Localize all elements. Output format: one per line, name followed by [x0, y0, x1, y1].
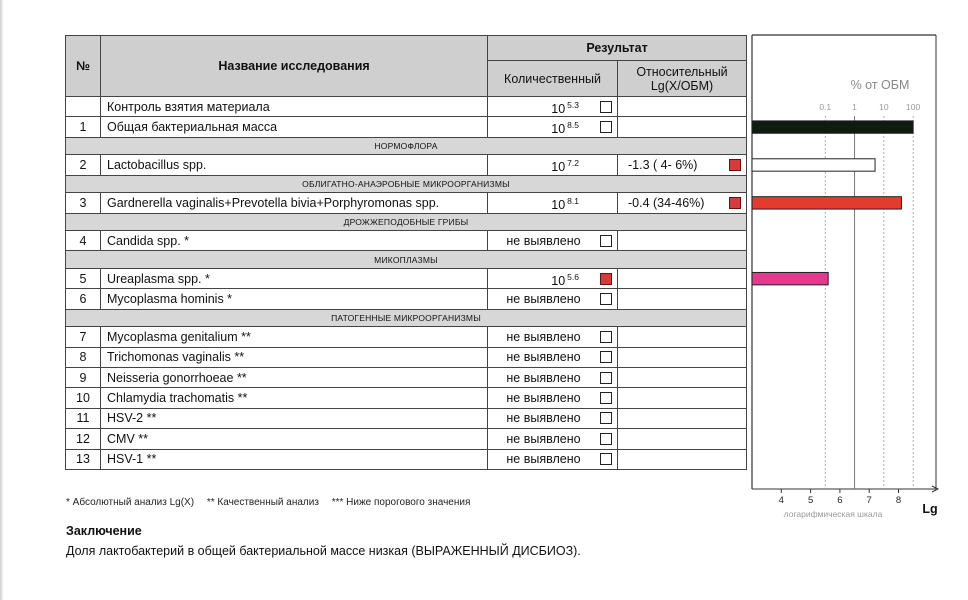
- col-result-header: Результат: [488, 36, 747, 61]
- row-number: 3: [66, 193, 101, 213]
- test-name: Lactobacillus spp.: [101, 155, 488, 175]
- qty-text: не выявлено: [506, 350, 581, 365]
- chart-bar: [752, 272, 828, 284]
- test-name: Gardnerella vaginalis+Prevotella bivia+Porphyromonas spp.: [101, 193, 488, 213]
- col-name-header: Название исследования: [101, 36, 488, 97]
- row-number: 12: [66, 429, 101, 449]
- row-number: 11: [66, 408, 101, 428]
- test-name: Общая бактериальная масса: [101, 117, 488, 137]
- row-number: 4: [66, 231, 101, 251]
- rel-value: -1.3 ( 4- 6%): [628, 157, 698, 172]
- category-label: НОРМОФЛОРА: [66, 137, 747, 155]
- qty-base: 10: [551, 273, 566, 288]
- qty-text: не выявлено: [506, 411, 581, 426]
- row-number: 9: [66, 368, 101, 388]
- lg-tick-label: 5: [807, 495, 814, 506]
- rel-value: -0.4 (34-46%): [628, 195, 705, 210]
- qty-exponent: 8.1: [567, 195, 579, 206]
- percent-tick-label: 100: [906, 102, 921, 112]
- test-name: Контроль взятия материала: [101, 97, 488, 117]
- chart-bar: [752, 121, 913, 133]
- qty-exponent: 5.3: [567, 99, 579, 110]
- col-num-header: №: [66, 36, 101, 97]
- row-number: 1: [66, 117, 101, 137]
- row-number: 2: [66, 155, 101, 175]
- category-label: МИКОПЛАЗМЫ: [66, 251, 747, 269]
- test-name: HSV-2 **: [101, 408, 488, 428]
- qty-base: 10: [551, 122, 566, 137]
- lg-tick-label: 7: [866, 495, 872, 506]
- test-name: HSV-1 **: [101, 449, 488, 469]
- lg-tick-label: 8: [895, 495, 902, 506]
- qty-text: не выявлено: [506, 431, 581, 446]
- test-name: Chlamydia trachomatis **: [101, 388, 488, 408]
- qty-base: 10: [551, 159, 566, 174]
- qty-text: не выявлено: [506, 452, 581, 467]
- test-name: CMV **: [101, 429, 488, 449]
- test-name: Ureaplasma spp. *: [101, 268, 488, 288]
- row-number: 13: [66, 449, 101, 469]
- qty-exponent: 7.2: [567, 157, 579, 168]
- qty-text: не выявлено: [506, 370, 581, 385]
- test-name: Neisseria gonorrhoeae **: [101, 368, 488, 388]
- row-number: 8: [66, 347, 101, 367]
- test-name: Mycoplasma genitalium **: [101, 327, 488, 347]
- percent-axis-title: % от ОБМ: [850, 78, 910, 92]
- qty-text: не выявлено: [506, 329, 581, 344]
- qty-text: не выявлено: [506, 233, 581, 248]
- lg-tick-label: 6: [837, 495, 843, 506]
- row-number: 10: [66, 388, 101, 408]
- percent-tick-label: 1: [852, 102, 857, 112]
- col-rel-header-line1: Относительный: [636, 64, 728, 79]
- row-number: 7: [66, 327, 101, 347]
- qty-exponent: 8.5: [567, 120, 579, 131]
- conclusion-title: Заключение: [66, 524, 142, 538]
- test-name: Mycoplasma hominis *: [101, 289, 488, 309]
- footnote-threshold: *** Ниже порогового значения: [331, 497, 471, 508]
- test-name: Candida spp. *: [101, 231, 488, 251]
- row-number: 5: [66, 268, 101, 288]
- test-name: Trichomonas vaginalis **: [101, 347, 488, 367]
- chart-bar: [752, 159, 875, 171]
- qty-exponent: 5.6: [567, 271, 579, 282]
- lg-tick-label: 4: [778, 495, 784, 506]
- footnote-absolute: * Абсолютный анализ Lg(X): [66, 497, 195, 508]
- footnote-qualitative: ** Качественный анализ: [206, 497, 319, 508]
- category-label: ДРОЖЖЕПОДОБНЫЕ ГРИБЫ: [66, 213, 747, 231]
- qty-text: не выявлено: [506, 292, 581, 307]
- category-label: ОБЛИГАТНО-АНАЭРОБНЫЕ МИКРООРГАНИЗМЫ: [66, 175, 747, 193]
- log-scale-caption: логарифмическая шкала: [783, 509, 883, 519]
- col-rel-header-line2: Lg(X/ОБМ): [650, 78, 714, 93]
- percent-tick-label: 10: [879, 102, 889, 112]
- conclusion-text: Доля лактобактерий в общей бактериальной массе низкая (ВЫРАЖЕННЫЙ ДИСБИОЗ).: [66, 544, 581, 558]
- qty-base: 10: [551, 101, 566, 116]
- row-number: 6: [66, 289, 101, 309]
- percent-tick-label: 0.1: [819, 102, 832, 112]
- category-label: ПАТОГЕННЫЕ МИКРООРГАНИЗМЫ: [66, 309, 747, 327]
- col-quant-header: Количественный: [488, 61, 618, 97]
- footnotes: [66, 497, 480, 508]
- qty-text: не выявлено: [506, 391, 581, 406]
- qty-base: 10: [551, 197, 566, 212]
- lg-axis-label: Lg: [922, 502, 938, 516]
- chart-bar: [752, 197, 901, 209]
